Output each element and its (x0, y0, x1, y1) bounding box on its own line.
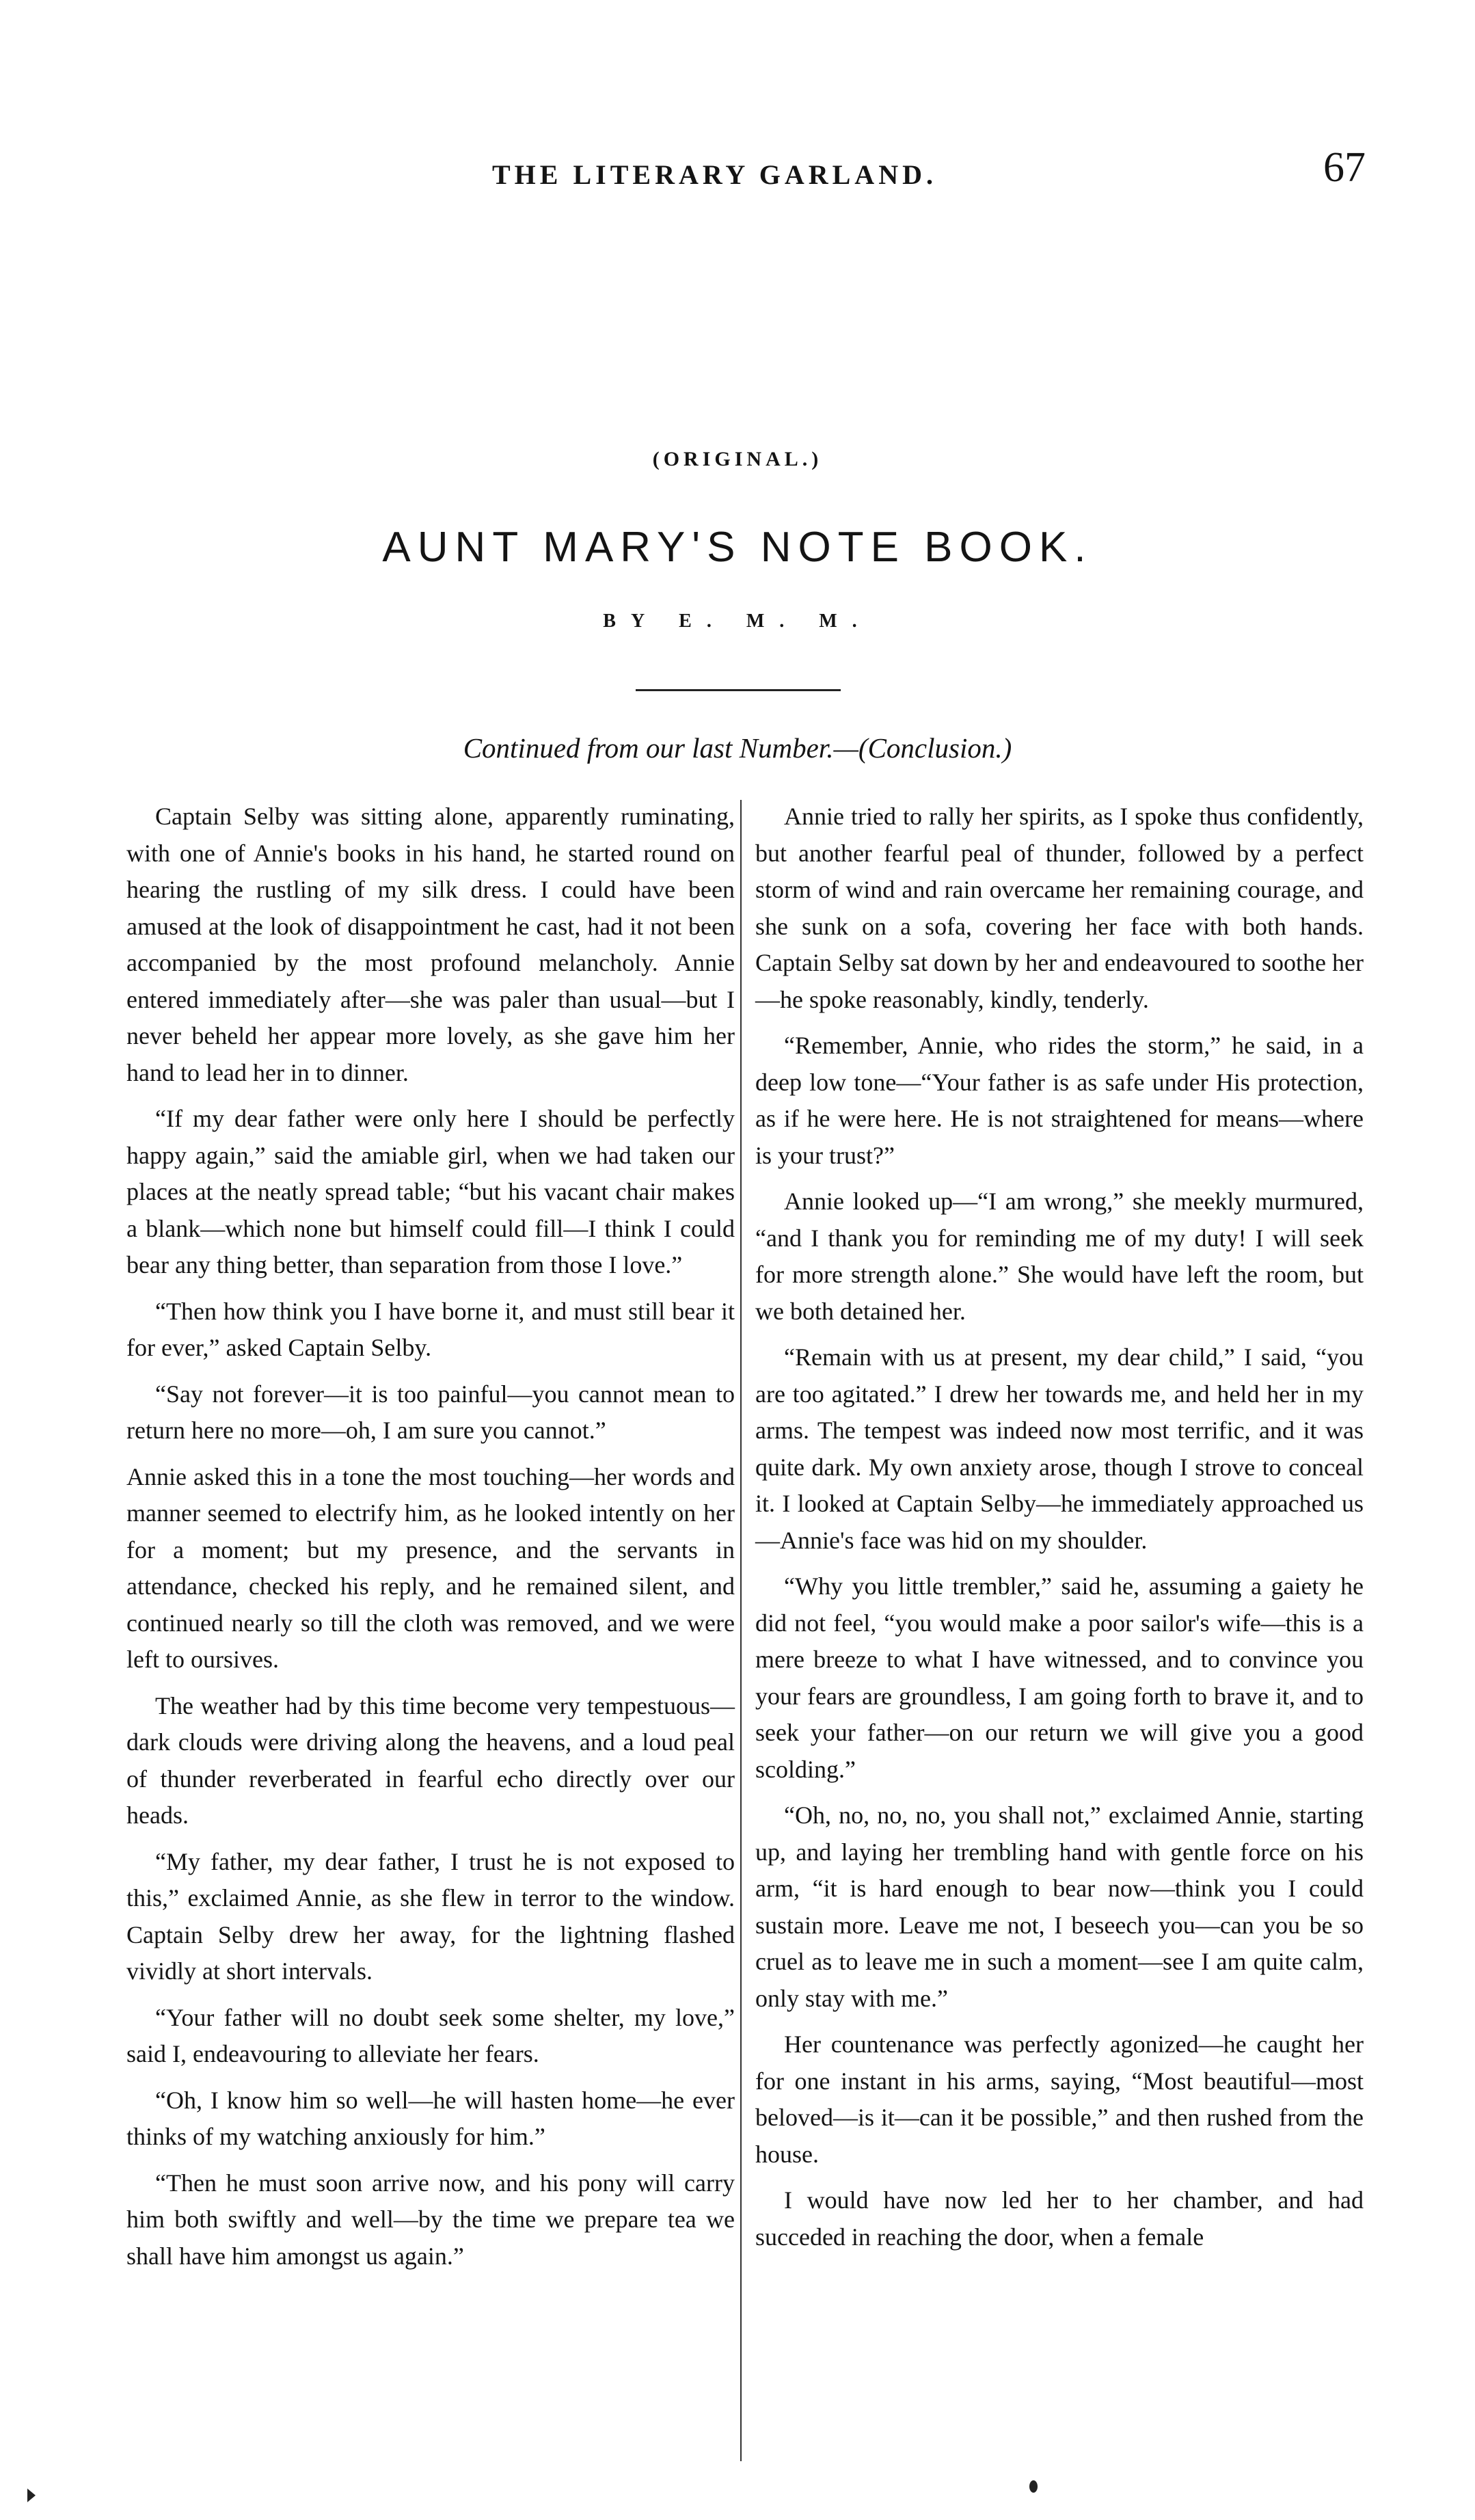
paragraph: “Then how think you I have borne it, and must still bear it for ever,” asked Captain Selby. (126, 1297, 735, 1361)
ink-dot (1029, 2480, 1038, 2493)
running-head: THE LITERARY GARLAND. (492, 159, 937, 190)
byline: BY E. M. M. (603, 611, 872, 632)
paragraph: Annie tried to rally her spirits, as I spoke thus confidently, but another fearful peal of thunder, followed by a perfect storm of wind and rain overcame her remaining courage, and she sunk on a sofa, covering her face with both hands. Captain Selby sat down by her and endeavoured to soothe her—he spoke reasonably, kindly, tenderly. (755, 803, 1364, 1013)
paragraph: “Oh, I know him so well—he will hasten home—he ever thinks of my watching anxiously for him.” (126, 2086, 735, 2150)
paragraph: “Say not forever—it is too painful—you cannot mean to return here no more—oh, I am sure you cannot.” (126, 1380, 735, 1444)
paragraph: Annie looked up—“I am wrong,” she meekly murmured, “and I thank you for reminding me of my duty! I will seek for more strength alone.” She would have left the room, but we both detained her. (755, 1188, 1364, 1325)
paragraph: Annie asked this in a tone the most touching—her words and manner seemed to electrify him, as he looked intently on her for a moment; but my presence, and the servants in attendance, checked his reply, and he remained silent, and continued nearly so till the cloth was removed, and we were left to oursives. (126, 1462, 735, 1673)
paragraph: “Oh, no, no, no, you shall not,” exclaimed Annie, starting up, and laying her trembling hand with gentle force on his arm, “it is hard enough to bear now—think you I could sustain more. Leave me not, I beseech you—can you be so cruel as to leave me in such a moment—see I am quite calm, only stay with me.” (755, 1801, 1364, 2012)
page-number: 67 (1323, 144, 1366, 191)
title-rule (636, 689, 841, 691)
paragraph: “My father, my dear father, I trust he is not exposed to this,” exclaimed Annie, as she flew in terror to the window. Captain Selby drew her away, for the lightning flashed vividly at short intervals. (126, 1847, 735, 1985)
paragraph: “Remain with us at present, my dear child,” I said, “you are too agitated.” I drew her towards me, and held her in my arms. The tempest was indeed now most terrific, and it was quite dark. My own anxiety arose, though I strove to conceal it. I looked at Captain Selby—he immediately approached us—Annie's face was hid on my shoulder. (755, 1343, 1364, 1554)
left-column (126, 799, 735, 2284)
paragraph: “Remember, Annie, who rides the storm,” he said, in a deep low tone—“Your father is as safe under His protection, as if he were here. He is not straightened for means—where is your trust?” (755, 1032, 1364, 1169)
corner-mark (27, 2489, 36, 2502)
original-tag: (ORIGINAL.) (652, 448, 823, 470)
paragraph: I would have now led her to her chamber, and had succeded in reaching the door, when a female (755, 2186, 1364, 2251)
paragraph: Her countenance was perfectly agonized—he caught her for one instant in his arms, saying, “Most beautiful—most beloved—is it—can it be possible,” and then rushed from the house. (755, 2030, 1364, 2168)
paragraph: Captain Selby was sitting alone, apparently ruminating, with one of Annie's books in his hand, he started round on hearing the rustling of my silk dress. I could have been amused at the look of disappointment he cast, had it not been accompanied by the most profound melancholy. Annie entered immediately after—she was paler than usual—but I never beheld her appear more lovely, as she gave him her hand to lead her in to dinner. (126, 803, 735, 1086)
paragraph: The weather had by this time become very tempestuous—dark clouds were driving along the heavens, and a loud peal of thunder reverberated in fearful echo directly over our heads. (126, 1691, 735, 1829)
paragraph: “Your father will no doubt seek some shelter, my love,” said I, endeavouring to alleviate her fears. (126, 2003, 735, 2067)
paragraph: “Then he must soon arrive now, and his pony will carry him both swiftly and well—by the time we prepare tea we shall have him amongst us again.” (126, 2169, 735, 2270)
paragraph: “If my dear father were only here I should be perfectly happy again,” said the amiable girl, when we had taken our places at the neatly spread table; “but his vacant chair makes a blank—which none but himself could fill—I think I could bear any thing better, than separation from those I love.” (126, 1105, 735, 1278)
continued-note: Continued from our last Number.—(Conclusion.) (463, 732, 1012, 764)
column-divider (740, 800, 742, 2461)
article-title: AUNT MARY'S NOTE BOOK. (382, 524, 1093, 571)
right-column (755, 799, 1364, 2265)
paragraph: “Why you little trembler,” said he, assuming a gaiety he did not feel, “you would make a poor sailor's wife—this is a mere breeze to what I have witnessed, and to convince you your fears are groundless, I am going forth to brave it, and to seek your father—on our return we will give you a good scolding.” (755, 1572, 1364, 1783)
